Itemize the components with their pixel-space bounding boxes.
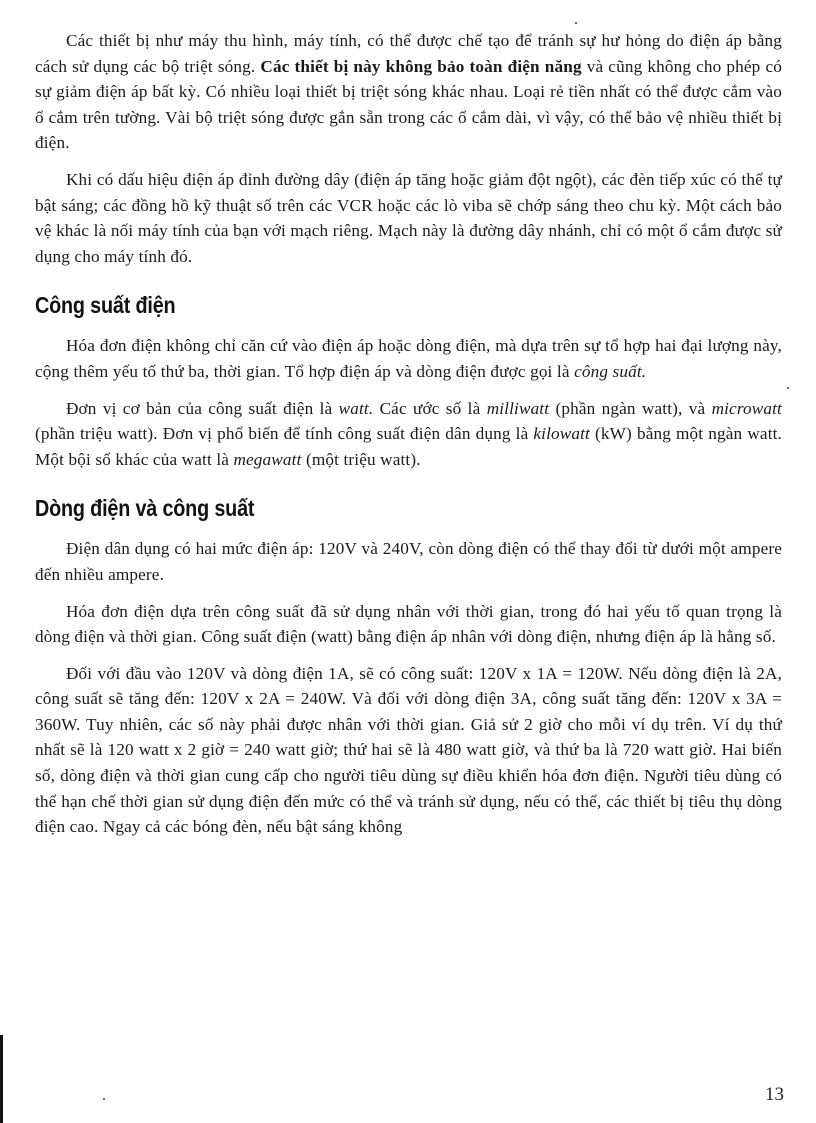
paragraph-text: Khi có dấu hiệu điện áp đỉnh đường dây (điện áp tăng hoặc giảm đột ngột), các đèn tiếp xúc có thể tự bật sáng; các đồng hồ kỹ thuật số trên các VCR hoặc các lò viba sẽ chớp sáng theo chu kỳ. Một cách bảo vệ khác là nối máy tính của bạn với mạch riêng. Mạch này là đường dây nhánh, chỉ có một ổ cắm được sử dụng cho máy tính đó. — [35, 169, 782, 266]
scan-speck — [787, 387, 789, 389]
body-paragraph — [35, 599, 782, 650]
body-paragraph — [35, 333, 782, 384]
italic-term: công suất. — [574, 361, 647, 381]
power-section — [35, 333, 782, 472]
paragraph-text: Các thiết bị như máy thu hình, máy tính, có thể được chế tạo để tránh sự hư hỏng do điện áp bằng cách sử dụng các bộ triệt sóng. — [35, 31, 782, 76]
section-heading-dong-dien-va-cong-suat: Dòng điện và công suất — [35, 495, 255, 522]
paragraph-text: Đối với đầu vào 120V và dòng điện 1A, sẽ có công suất: 120V x 1A = 120W. Nếu dòng điện là 2A, công suất sẽ tăng đến: 120V x 2A = 240W. Và đối với dòng điện 3A, công suất tăng đến: 120V x 3A = 360W. Tuy nhiên, các số này phải được nhân với thời gian. Giả sử 2 giờ cho mỗi ví dụ trên. Ví dụ thứ nhất sẽ là 120 watt x 2 giờ = 240 watt giờ; thứ hai sẽ là 480 watt giờ, và thứ ba là 720 watt giờ. Hai biến số, dòng điện và thời gian cung cấp cho người tiêu dùng sự điều khiển hóa đơn điện. Người tiêu dùng có thể hạn chế thời gian sử dụng điện đến mức có thể và tránh sử dụng, nếu có thể, các thiết bị tiêu thụ dòng điện cao. Ngay cả các bóng đèn, nếu bật sáng không — [35, 663, 782, 837]
bold-text: Các thiết bị này không bảo toàn điện năng — [260, 56, 582, 76]
paragraph-text: (phần triệu watt). Đơn vị phổ biến để tính công suất điện dân dụng là — [35, 424, 534, 444]
body-paragraph — [35, 536, 782, 587]
scan-speck — [103, 1098, 105, 1100]
scan-binding-edge — [0, 1035, 3, 1123]
paragraph-text: Các ước số là — [373, 398, 487, 418]
italic-term: megawatt — [233, 449, 302, 469]
italic-term: kilowatt — [533, 424, 590, 444]
current-power-section — [35, 536, 782, 840]
paragraph-text: Hóa đơn điện không chỉ căn cứ vào điện áp hoặc dòng điện, mà dựa trên sự tổ hợp hai đại lượng này, cộng thêm yếu tố thứ ba, thời gian. Tổ hợp điện áp và dòng điện được gọi là — [35, 336, 782, 381]
italic-term: watt. — [338, 398, 374, 418]
body-paragraph — [35, 396, 782, 473]
page-body — [35, 28, 782, 851]
page-number: 13 — [765, 1084, 784, 1105]
paragraph-text: và cũng không cho phép có sự giảm điện áp bất kỳ. Có nhiều loại thiết bị triệt sóng khác nhau. Loại rẻ tiền nhất có thể được cắm vào ổ cắm trên tường. Vài bộ triệt sóng được gắn sẵn trong các ổ cắm dài, vì vậy, có thể bảo vệ nhiều thiết bị điện. — [35, 56, 782, 153]
paragraph-text: (một triệu watt). — [301, 449, 421, 469]
body-paragraph — [35, 167, 782, 269]
paragraph-text: Điện dân dụng có hai mức điện áp: 120V và 240V, còn dòng điện có thể thay đổi từ dưới một ampere đến nhiều ampere. — [35, 539, 782, 584]
body-paragraph — [35, 661, 782, 840]
body-paragraph — [35, 28, 782, 156]
section-heading-cong-suat-dien: Công suất điện — [35, 292, 176, 319]
paragraph-text: (kW) bằng một ngàn watt. Một bội số khác của watt là — [35, 424, 782, 469]
paragraph-text: Đơn vị cơ bản của công suất điện là — [66, 398, 339, 418]
intro-section — [35, 28, 782, 269]
paragraph-text: Hóa đơn điện dựa trên công suất đã sử dụng nhân với thời gian, trong đó hai yếu tố quan trọng là dòng điện và thời gian. Công suất điện (watt) bằng điện áp nhân với dòng điện, nhưng điện áp là hằng số. — [35, 601, 782, 647]
scan-speck — [575, 22, 577, 24]
italic-term: microwatt — [711, 398, 782, 418]
paragraph-text: (phần ngàn watt), và — [549, 398, 712, 418]
italic-term: milliwatt — [486, 398, 550, 418]
